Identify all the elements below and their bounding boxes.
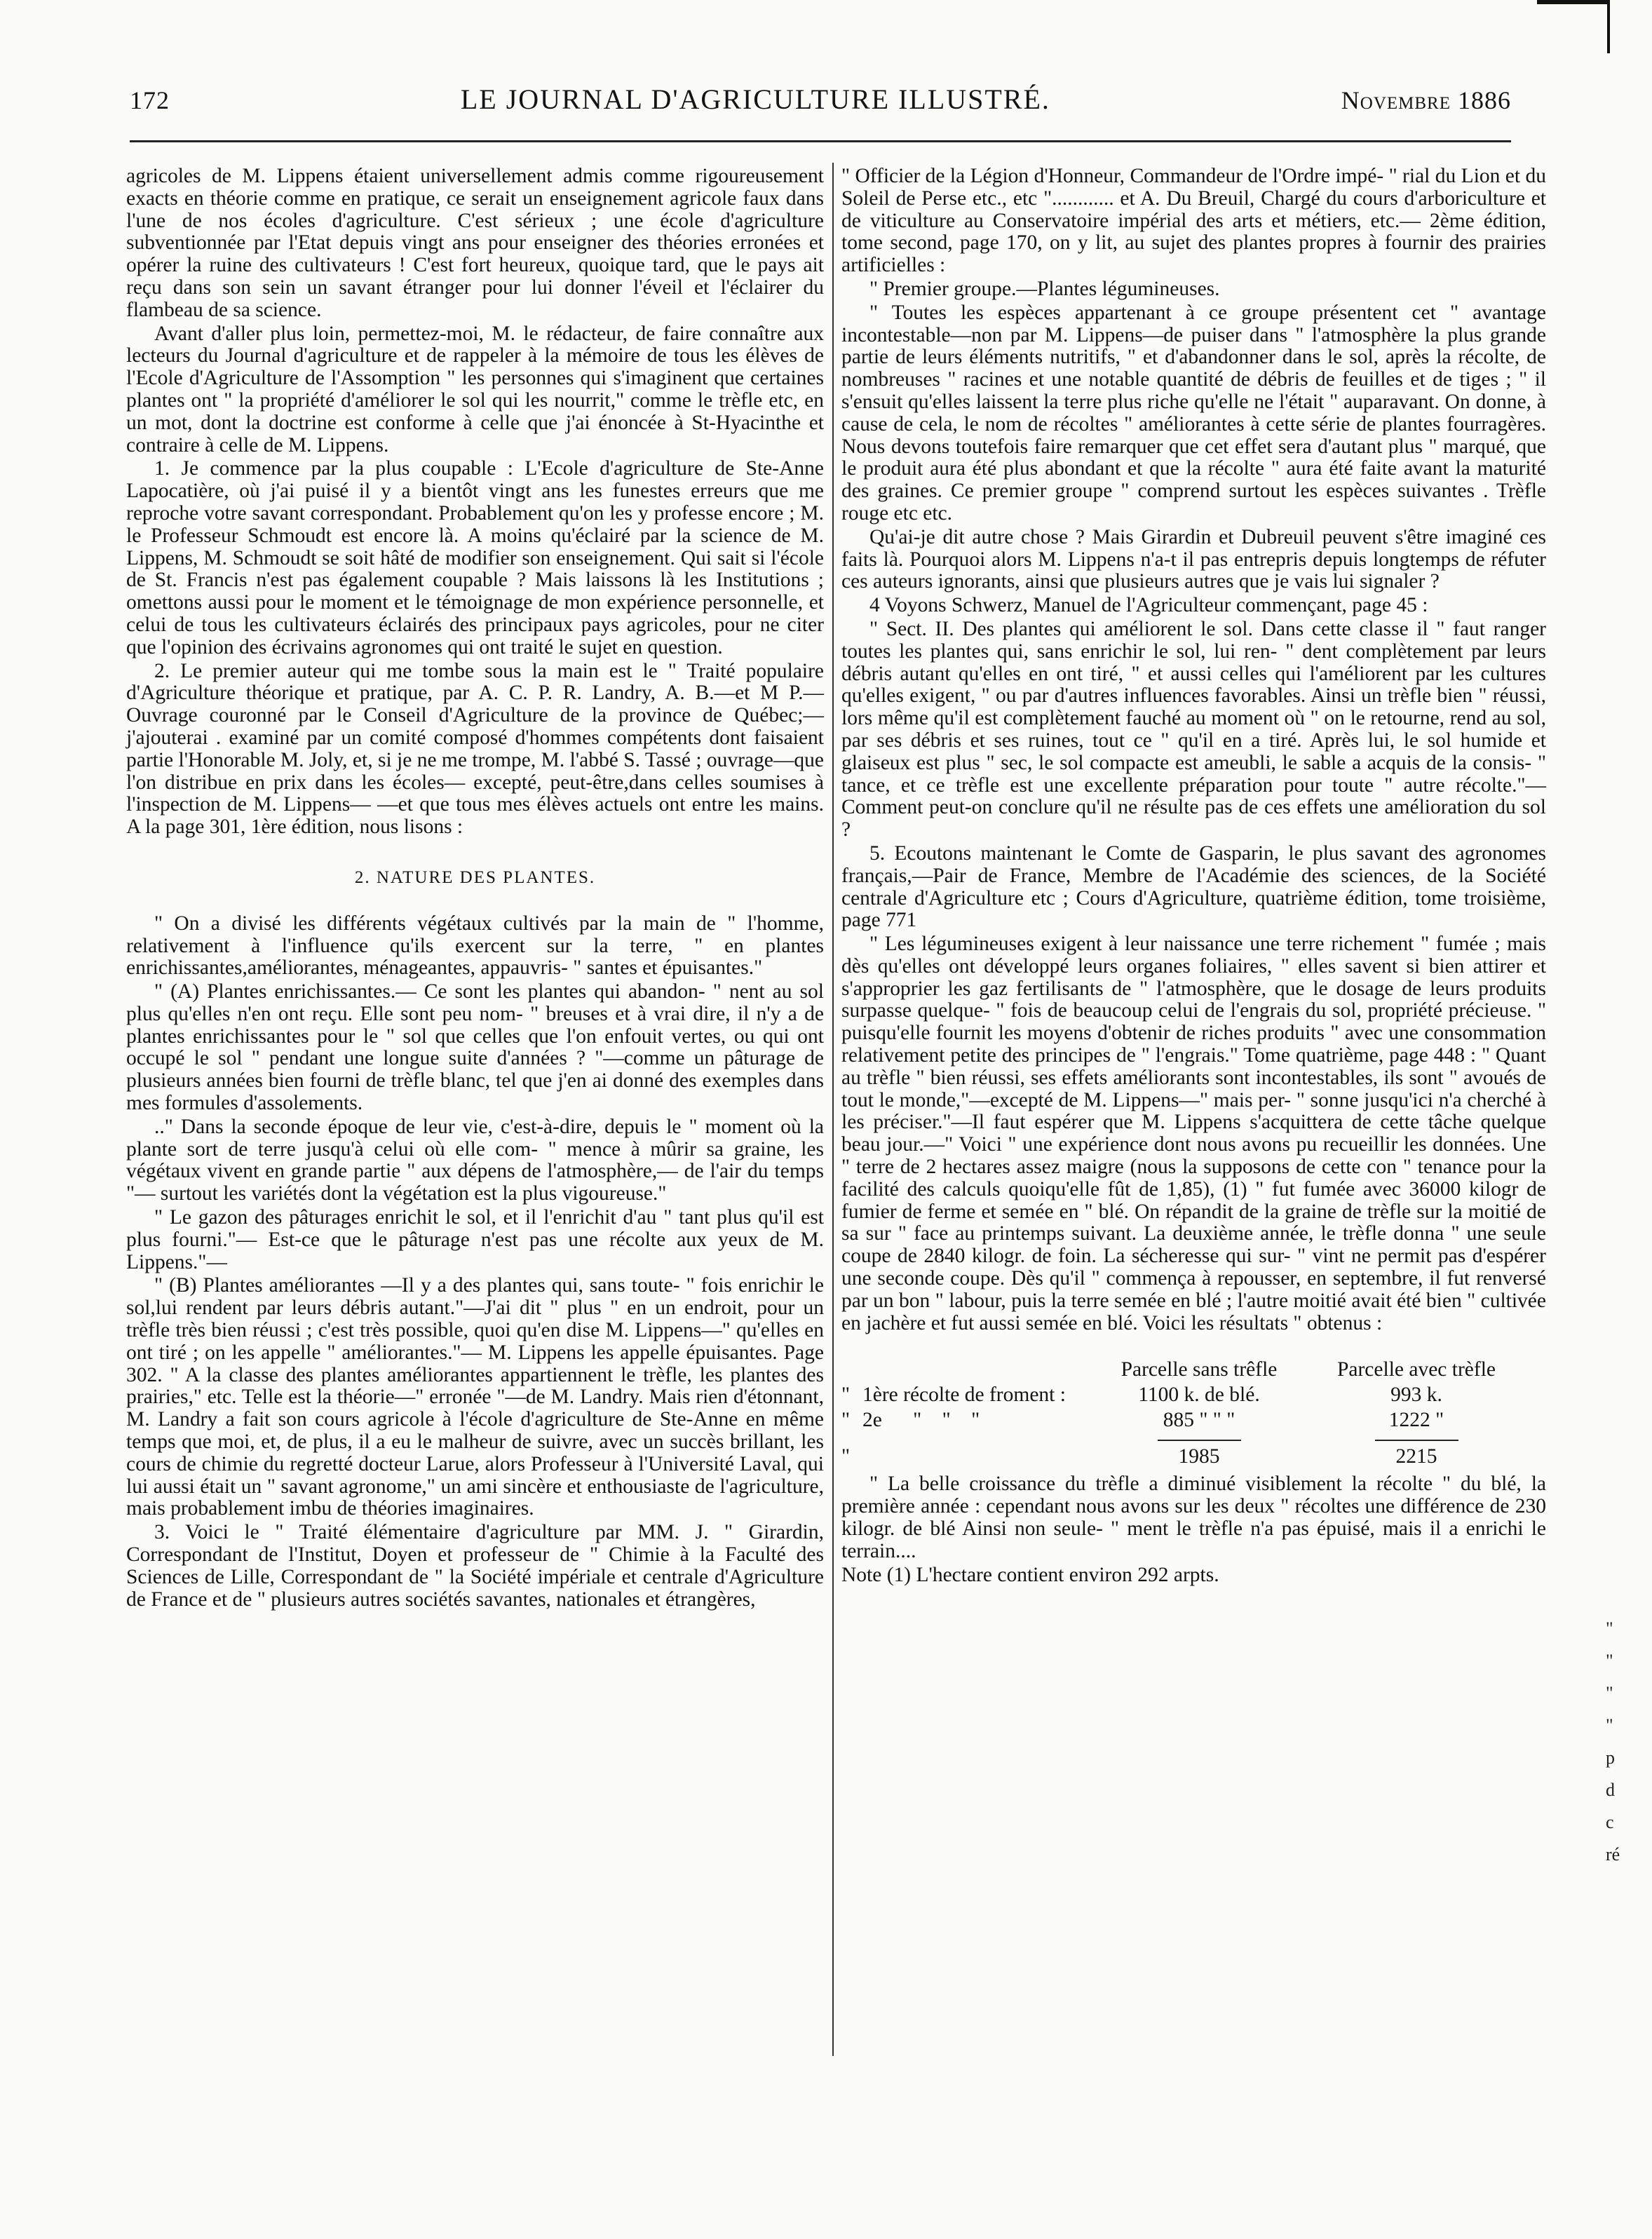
page-header (130, 83, 1511, 125)
table-total-row (841, 1434, 1546, 1468)
margin-fragment: " (1606, 1618, 1613, 1639)
quote-mark: " (841, 1384, 851, 1407)
cell-with-clover: 993 k. (1390, 1384, 1442, 1407)
cell-with-clover: 1222 " (1388, 1409, 1444, 1432)
row-label: 2e " " " (862, 1409, 980, 1432)
paragraph: " Les légumineuses exigent à leur naissance une terre richement " fumée ; mais dès qu'elles ont développé leurs organes foliaires, " elles savent si bien attirer et s'approprier les gaz fertilisants de " l'atmosphère, que le dosage de leurs produits surpasse quelque- " fois de beaucoup celui de l'engrais du sol, propriété précieuse. " puisqu'elle fournit les moyens d'obtenir de riches produits " avec une consommation relativement petite des principes de " l'engrais." Tome quatrième, page 448 : " Quant au trèfle " bien réussi, ses effets améliorants sont incontestables, ils sont " avoués de tout le monde,"—excepté de M. Lippens—" mais per- " sonne jusqu'ici n'a cherché à les préciser."—Il faut espérer que M. Lippens s'acquittera de cette tâche quelque beau jour.—" Voici " une expérience dont nous avons pu recueillir les données. Une " terre de 2 hectares assez maigre (nous la supposons de cette con " tenance pour la facilité des calculs quoiqu'elle fût de 1,85), (1) " fut fumée avec 36000 kilogr de fumier de ferme et semée en " blé. On répandit de la graine de trèfle sur la moitié de sa sur " face au printemps suivant. La deuxième année, le trèfle donna " une seule coupe de 2840 kilogr. de foin. La sécheresse qui sur- " vint ne permit pas d'espérer une seconde coupe. Dès qu'il " commença à repousser, en septembre, il fut renversé par un bon " labour, puis la terre semée en blé ; l'autre moitié avait été bien " cultivée en jachère et fut aussi semée en blé. Voici les résultats " obtenus : (841, 933, 1546, 1334)
paragraph: 4 Voyons Schwerz, Manuel de l'Agriculteur commençant, page 45 : (869, 594, 1428, 617)
harvest-table (841, 1358, 1546, 1468)
paragraph: 2. Le premier auteur qui me tombe sous la main est le " Traité populaire d'Agriculture théorique et pratique, par A. C. P. R. Landry, A. B.—et M P.— Ouvrage couronné par le Conseil d'Agriculture de la province de Québec;—j'ajouterai . examiné par un comité composé d'hommes compétents dont faisaient partie l'Honorable M. Joly, et, si je ne me trompe, M. l'abbé S. Tassé ; ouvrage—que l'on distribue en prix dans les écoles— excepté, peut-être,dans celles soumises à l'inspection de M. Lippens— —et que tous mes élèves actuels ont entre les mains. A la page 301, 1ère édition, nous lisons : (126, 659, 824, 839)
footnote: Note (1) L'hectare contient environ 292 arpts. (841, 1563, 1219, 1586)
margin-fragment: " (1606, 1715, 1613, 1736)
paragraph: " Officier de la Légion d'Honneur, Commandeur de l'Ordre impé- " rial du Lion et du Soleil de Perse etc., etc "............ et A. Du Breuil, Chargé du cours d'arboriculture et de viticulture au Conservatoire impérial des arts et métiers, etc.— 2ème édition, tome second, page 170, on y lit, au sujet des plantes propres à fournir des prairies artificielles : (841, 165, 1546, 277)
paragraph: " Premier groupe.—Plantes légumineuses. (869, 277, 1220, 300)
quote-mark: " (841, 1409, 851, 1432)
quote-paragraph: .." Dans la seconde époque de leur vie, c'est-à-dire, depuis le " moment où la plante sort de terre jusqu'à celui où elle com- " mence à mûrir sa graine, les végétaux vivent en grande partie " aux dépens de l'atmosphère,— de l'air du temps "— surtout les variétés dont la végétation est la plus vigoureuse." (126, 1115, 824, 1205)
header-rule (130, 140, 1511, 142)
row-label: 1ère récolte de froment : (862, 1384, 1066, 1407)
margin-fragment: " (1606, 1683, 1613, 1703)
paragraph: agricoles de M. Lippens étaient universellement admis comme rigoureusement exacts en théorie comme en pratique, ce serait un enseignement agricole faux dans l'une de nos écoles d'agriculture. C'est sérieux ; une école d'agriculture subventionnée par l'Etat depuis vingt ans pour enseigner des théories erronées et opérer la ruine des cultivateurs ! C'est fort heureux, quoique tard, que le pays ait reçu dans son sein un savant étranger pour lui donner l'éveil et l'éclairer du flambeau de sa science. (126, 165, 824, 321)
margin-fragment: c (1606, 1812, 1614, 1832)
harvest-table-header (841, 1358, 1546, 1384)
cell-without-clover: 1100 k. de blé. (1138, 1384, 1260, 1407)
paragraph: 1. Je commence par la plus coupable : L'Ecole d'agriculture de Ste-Anne Lapocatière, où j'ai puisé il y a bientôt vingt ans les funestes erreurs que me reproche votre savant correspondant. Probablement qu'on les y professe encore ; M. le Professeur Schmoudt est encore là. A moins qu'éclairé par la science de M. Lippens, M. Schmoudt se soit hâté de modifier son enseignement. Qui sait si l'école de St. Francis n'est pas également coupable ? Mais laissons là les Institutions ; omettons aussi pour le moment et le témoignage de mon expérience personnelle, et celui de tous les cultivateurs éclairés des principaux pays agricoles, pour ne citer que l'opinion des écrivains agronomes qui ont traité le sujet en question. (126, 457, 824, 658)
column-divider (832, 163, 834, 2056)
quote-paragraph: " (A) Plantes enrichissantes.— Ce sont les plantes qui abandon- " nent au sol plus qu'elles n'en ont reçu. Elle sont peu nom- " breuses et à vrai dire, il n'y a de plantes enrichissantes pour le " sol que celles que l'on enfouit vertes, ou qui ont occupé le sol " pendant une longue suite d'années ? "—comme un pâturage de plusieurs années bien fourni de trèfle blanc, tel que j'en ai donné des exemples dans mes formules d'assolements. (126, 980, 824, 1115)
table-row (841, 1409, 1546, 1434)
table-row (841, 1384, 1546, 1409)
quote-paragraph: " (B) Plantes améliorantes —Il y a des plantes qui, sans toute- " fois enrichir le sol,lui rendent par leurs débris autant."—J'ai dit " plus " en un endroit, pour un trèfle très bien réussi ; c'est très possible, quoi qu'en dise M. Lippens—" qu'elles en ont tiré ; on les appelle " améliorantes."— M. Lippens les appelle épuisantes. Page 302. " A la classe des plantes améliorantes appartiennent le trèfle, les plantes des prairies," etc. Telle est la théorie—" erronée "—de M. Landry. Mais rien d'étonnant, M. Landry a fait son cours agricole à l'école d'agriculture de Ste-Anne en même temps que moi, et, de plus, il a eu le malheur de suivre, avec un succès brillant, les cours de chimie du regretté docteur Larue, alors Professeur à l'Université Laval, qui lui aussi était un " savant agronome," un ami sincère et enthousiaste de l'agriculture, mais probablement imbu de théories imaginaires. (126, 1274, 824, 1520)
margin-fragments (1606, 1613, 1634, 1871)
total-without-clover: 1985 (1158, 1440, 1241, 1468)
margin-fragment: " (1606, 1651, 1613, 1671)
paragraph: 5. Ecoutons maintenant le Comte de Gasparin, le plus savant des agronomes français,—Pair de France, Membre de l'Académie des sciences, de la Société centrale d'Agriculture etc ; Cours d'Agriculture, quatrième édition, tome troisième, page 771 (841, 841, 1546, 932)
left-column (126, 165, 824, 1612)
issue-date: Novembre 1886 (1341, 86, 1511, 114)
paragraph: " Toutes les espèces appartenant à ce groupe présentent cet " avantage incontestable—non par M. Lippens—de puiser dans " l'atmosphère la plus grande partie de leurs éléments nutritifs, " et d'abandonner dans le sol, après la récolte, de nombreuses " racines et une notable quantité de débris de feuilles et de tiges ; " il s'ensuit qu'elles laissent la terre plus riche qu'elle ne l'était " auparavant. On donne, à cause de cela, le nom de récoltes " améliorantes à cette série de plantes fourragères. Nous devons toutefois faire remarquer que cet effet sera d'autant plus " marqué, que le produit aura été plus abondant et que la récolte " aura été faite avant la maturité des graines. Ce premier groupe " comprend surtout les espèces suivantes . Trèfle rouge etc etc. (841, 301, 1546, 525)
section-title: 2. NATURE DES PLANTES. (354, 867, 596, 887)
paragraph: Avant d'aller plus loin, permettez-moi, M. le rédacteur, de faire connaître aux lecteurs du Journal d'agriculture et de rappeler à la mémoire de tous les élèves de l'Ecole d'Agriculture de l'Assomption " les personnes qui s'imaginent que certaines plantes ont " la propriété d'améliorer le sol qui les nourrit," comme le trèfle etc, en un mot, dont la doctrine est conforme à celle que j'ai énoncée à St-Hyacinthe et contraire à celle de M. Lippens. (126, 322, 824, 456)
paragraph: " Sect. II. Des plantes qui améliorent le sol. Dans cette classe il " faut ranger toutes les plantes qui, sans enrichir le sol, lui ren- " dent complètement par leurs débris autant qu'elles en ont tiré, " et aussi celles qui l'améliorent par les cultures qu'elles exigent, " ou par d'autres influences favorables. Ainsi un trèfle bien " réussi, lors même qu'il est complètement fauché au moment où " on le retourne, rend au sol, par ses débris et ses ruines, tout ce " qu'il en a tiré. Après lui, le sol humide et glaiseux est plus " sec, le sol compacte est ameubli, le sable a acquis de la consis- " tance, et ce trèfle est une excellente préparation pour toute " autre récolte."—Comment peut-on conclure qu'il ne résulte pas de ces effets une amélioration du sol ? (841, 617, 1546, 841)
quote-paragraph: " Le gazon des pâturages enrichit le sol, et il l'enrichit d'au " tant plus qu'il est plus fourni."— Est-ce que le pâturage n'est pas une récolte aux yeux de M. Lippens."— (126, 1206, 824, 1273)
margin-fragment: d (1606, 1780, 1615, 1800)
column-header: Parcelle avec trèfle (1336, 1358, 1496, 1381)
quote-paragraph: " On a divisé les différents végétaux cultivés par la main de " l'homme, relativement à l'influence qu'ils exercent sur la terre, " en plantes enrichissantes,améliorantes, ménageantes, appauvris- " santes et épuisantes." (126, 912, 824, 980)
journal-title: LE JOURNAL D'AGRICULTURE ILLUSTRÉ. (460, 83, 1050, 115)
page-number: 172 (130, 86, 170, 114)
cell-without-clover: 885 " " " (1163, 1409, 1235, 1432)
right-column (841, 165, 1546, 1588)
closing-paragraph: " La belle croissance du trèfle a diminué visiblement la récolte " du blé, la première année : cependant nous avons sur les deux " récoltes une différence de 230 kilogr. de blé Ainsi non seule- " ment le trèfle n'a pas épuisé, mais il a enrichi le terrain.... (841, 1473, 1546, 1562)
total-with-clover: 2215 (1375, 1440, 1458, 1468)
quote-mark: " (841, 1445, 851, 1468)
column-header: Parcelle sans trêfle (1120, 1358, 1278, 1381)
margin-fragment: p (1606, 1747, 1615, 1768)
paragraph: Qu'ai-je dit autre chose ? Mais Girardin et Dubreuil peuvent s'être imaginé ces faits là. Pourquoi alors M. Lippens n'a-t il pas entrepris depuis longtemps de réfuter ces auteurs ignorants, ainsi que plusieurs autres que je vais lui signaler ? (841, 525, 1546, 593)
quote-paragraph: 3. Voici le " Traité élémentaire d'agriculture par MM. J. " Girardin, Correspondant de l'Institut, Doyen et professeur de " Chimie à la Faculté des Sciences de Lille, Correspondant de " la Société impériale et centrale d'Agriculture de France et de " plusieurs autres sociétés savantes, nationales et étrangères, (126, 1521, 824, 1611)
scan-corner-mark (1537, 0, 1610, 53)
margin-fragment: ré (1606, 1844, 1620, 1865)
